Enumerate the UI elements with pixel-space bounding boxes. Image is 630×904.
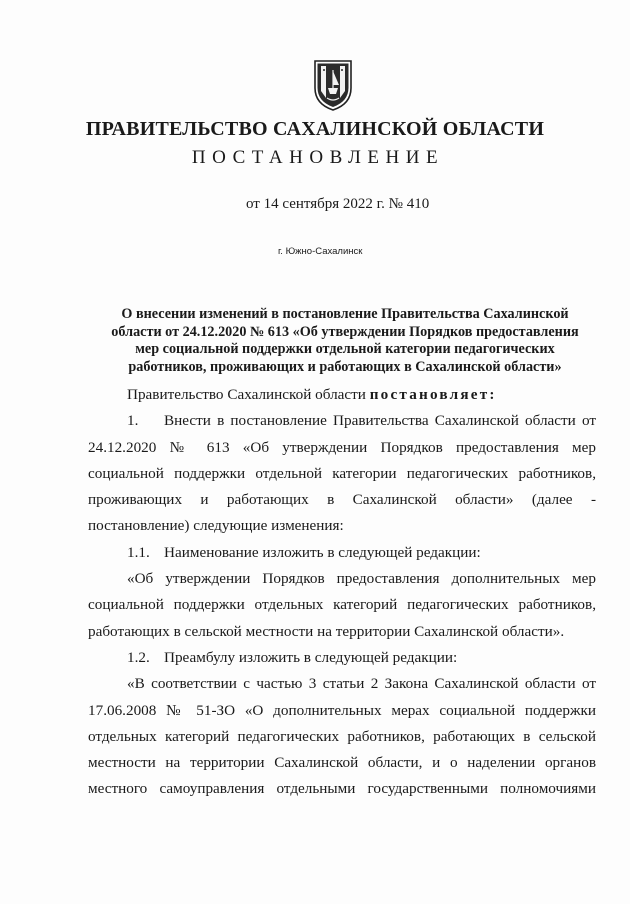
quote-line: работающих в сельской местности на территории Сахалинской области». — [88, 622, 565, 640]
document-city: г. Южно-Сахалинск — [278, 246, 363, 257]
paragraph-number: 1.1. — [127, 543, 150, 561]
paragraph-line: социальной поддержки отдельной категории педагогических работников, — [88, 464, 596, 482]
paragraph-line: 24.12.2020 № 613 «Об утверждении Порядков предоставления мер — [88, 438, 596, 456]
quote-line: социальной поддержки отдельных категорий педагогических работников, — [88, 596, 596, 614]
sakhalin-coat-of-arms-icon — [313, 58, 353, 112]
paragraph-1-first-line — [88, 408, 596, 434]
subject-line: мер социальной поддержки отдельной категории педагогических — [135, 341, 555, 357]
paragraph-number: 1.2. — [127, 648, 150, 666]
document-body — [88, 382, 596, 803]
subject-line: работников, проживающих и работающих в Сахалинской области» — [128, 358, 562, 375]
document-date-number: от 14 сентября 2022 г. № 410 — [246, 196, 430, 212]
quote-line: «Об утверждении Порядков предоставления дополнительных мер — [127, 570, 596, 588]
document-subject — [95, 306, 595, 376]
subject-line: О внесении изменений в постановление Правительства Сахалинской — [121, 306, 569, 322]
government-name: ПРАВИТЕЛЬСТВО САХАЛИНСКОЙ ОБЛАСТИ — [85, 118, 545, 140]
paragraph-1-1 — [88, 540, 596, 566]
paragraph-line: проживающих и работающих в Сахалинской области» (далее - — [88, 491, 596, 509]
paragraph-text: Наименование изложить в следующей редакции: — [164, 543, 481, 561]
quote-line: «В соответствии с частью 3 статьи 2 Закона Сахалинской области от — [127, 675, 596, 693]
intro-emphasis: постановляет: — [369, 386, 497, 403]
quote-line: местного самоуправления отдельными государственными полномочиями — [88, 780, 596, 798]
paragraph-number: 1. — [127, 412, 139, 430]
quote-line: 17.06.2008 № 51-ЗО «О дополнительных мерах социальной поддержки — [88, 701, 596, 719]
intro-text: Правительство Сахалинской области — [127, 386, 370, 403]
quote-line: местности на территории Сахалинской области, и о наделении органов — [88, 754, 596, 772]
paragraph-line: постановление) следующие изменения: — [88, 517, 344, 535]
document-type: ПОСТАНОВЛЕНИЕ — [191, 147, 445, 168]
subject-line: области от 24.12.2020 № 613 «Об утверждении Порядков предоставления — [111, 323, 579, 340]
quote-line: отдельных категорий педагогических работников, работающих в сельской — [88, 727, 596, 745]
paragraph-1-2 — [88, 645, 596, 671]
paragraph-text: Преамбулу изложить в следующей редакции: — [164, 648, 458, 666]
intro-paragraph — [88, 382, 596, 408]
paragraph-text: Внести в постановление Правительства Сахалинской области от — [164, 412, 596, 430]
